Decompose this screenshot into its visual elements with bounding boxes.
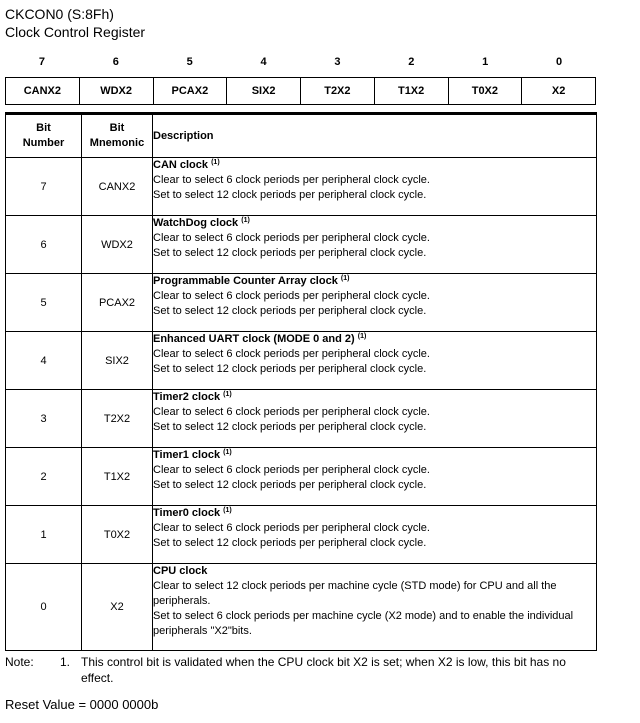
reset-value: Reset Value = 0000 0000b <box>5 697 159 712</box>
bit-number-cell: 5 <box>6 274 82 332</box>
footnote-ref: (1) <box>223 449 232 456</box>
clear-text: Clear to select 6 clock periods per peripheral clock cycle. <box>153 232 430 244</box>
bit-number: 7 <box>38 56 45 68</box>
bit-name-cell: SIX2 <box>226 78 300 104</box>
bit-title: CPU clock <box>153 565 208 577</box>
footnote-ref: (1) <box>211 159 220 166</box>
bit-number-row <box>5 56 596 68</box>
description-cell <box>153 564 597 651</box>
set-text: Set to select 12 clock periods per peripheral clock cycle. <box>153 189 427 201</box>
table-row <box>6 332 597 390</box>
note-number: 1. <box>60 655 71 669</box>
bit-name-cell: WDX2 <box>79 78 153 104</box>
bit-title: Timer2 clock <box>153 391 221 403</box>
bit-number-cell: 3 <box>6 390 82 448</box>
footnote-ref: (1) <box>241 217 250 224</box>
bit-number: 6 <box>112 56 119 68</box>
set-text: Set to select 12 clock periods per peripheral clock cycle. <box>153 537 427 549</box>
bit-number: 5 <box>186 56 193 68</box>
footnote-ref: (1) <box>357 333 367 340</box>
footnote-ref: (1) <box>340 275 350 282</box>
description-cell <box>153 390 597 448</box>
note-label: Note: <box>5 655 34 669</box>
set-text: Set to select 12 clock periods per peripheral clock cycle. <box>153 247 427 259</box>
mnemonic-cell: PCAX2 <box>82 274 153 332</box>
clear-text: Clear to select 6 clock periods per peripheral clock cycle. <box>153 406 430 418</box>
table-row <box>6 158 597 216</box>
header-bit-number: Bit Number <box>6 114 82 158</box>
set-text: Set to select 12 clock periods per peripheral clock cycle. <box>153 421 427 433</box>
bit-name-cell: X2 <box>521 78 595 104</box>
mnemonic-cell: CANX2 <box>82 158 153 216</box>
clear-text: Clear to select 6 clock periods per peripheral clock cycle. <box>153 174 430 186</box>
bit-title: Programmable Counter Array clock <box>153 275 338 287</box>
description-cell <box>153 274 597 332</box>
description-cell <box>153 216 597 274</box>
bit-number: 4 <box>260 56 267 68</box>
mnemonic-cell: SIX2 <box>82 332 153 390</box>
set-text: Set to select 12 clock periods per peripheral clock cycle. <box>153 479 427 491</box>
bit-title: CAN clock <box>153 159 209 171</box>
bit-number: 1 <box>482 56 489 68</box>
header-bit-mnemonic: Bit Mnemonic <box>82 114 153 158</box>
description-cell <box>153 448 597 506</box>
mnemonic-cell: T1X2 <box>82 448 153 506</box>
mnemonic-cell: X2 <box>82 564 153 651</box>
bit-name-cell: PCAX2 <box>153 78 227 104</box>
register-bit-map <box>5 77 596 105</box>
set-text: Set to select 12 clock periods per peripheral clock cycle. <box>153 363 427 375</box>
bit-number: 3 <box>334 56 341 68</box>
table-row <box>6 448 597 506</box>
header-description: Description <box>153 114 597 158</box>
description-cell <box>153 506 597 564</box>
bit-number: 0 <box>556 56 563 68</box>
bit-name-cell: T0X2 <box>448 78 522 104</box>
bit-description-table <box>5 112 597 651</box>
footnote-ref: (1) <box>223 507 232 514</box>
bit-title: Timer0 clock <box>153 507 221 519</box>
table-row <box>6 216 597 274</box>
bit-name-cell: T1X2 <box>374 78 448 104</box>
mnemonic-cell: T0X2 <box>82 506 153 564</box>
bit-number-cell: 2 <box>6 448 82 506</box>
bit-title: Enhanced UART clock (MODE 0 and 2) <box>153 333 355 345</box>
description-cell <box>153 332 597 390</box>
mnemonic-cell: T2X2 <box>82 390 153 448</box>
bit-name-cell: CANX2 <box>23 85 62 97</box>
clear-text: Clear to select 6 clock periods per peripheral clock cycle. <box>153 464 430 476</box>
table-row <box>6 274 597 332</box>
bit-number-cell: 7 <box>6 158 82 216</box>
bit-number-cell: 1 <box>6 506 82 564</box>
clear-text: Clear to select 6 clock periods per peripheral clock cycle. <box>153 348 430 360</box>
register-description: Clock Control Register <box>5 24 146 40</box>
set-text: Set to select 6 clock periods per machine cycle (X2 mode) and to enable the individual peripherals "X2"bits. <box>153 610 574 637</box>
mnemonic-cell: WDX2 <box>82 216 153 274</box>
table-row <box>6 390 597 448</box>
note-text: This control bit is validated when the CPU clock bit X2 is set; when X2 is low, this bit has no effect. <box>81 655 566 685</box>
clear-text: Clear to select 12 clock periods per machine cycle (STD mode) for CPU and all the peripherals. <box>153 580 557 607</box>
table-header-row <box>6 114 597 158</box>
bit-number-cell: 6 <box>6 216 82 274</box>
set-text: Set to select 12 clock periods per peripheral clock cycle. <box>153 305 427 317</box>
bit-title: Timer1 clock <box>153 449 221 461</box>
register-name: CKCON0 (S:8Fh) <box>5 6 114 22</box>
table-row <box>6 564 597 651</box>
clear-text: Clear to select 6 clock periods per peripheral clock cycle. <box>153 290 430 302</box>
clear-text: Clear to select 6 clock periods per peripheral clock cycle. <box>153 522 430 534</box>
footnote-ref: (1) <box>223 391 232 398</box>
bit-name-cell: T2X2 <box>300 78 374 104</box>
bit-number-cell: 4 <box>6 332 82 390</box>
table-row <box>6 506 597 564</box>
bit-number: 2 <box>408 56 415 68</box>
bit-title: WatchDog clock <box>153 217 239 229</box>
description-cell <box>153 158 597 216</box>
bit-number-cell: 0 <box>6 564 82 651</box>
